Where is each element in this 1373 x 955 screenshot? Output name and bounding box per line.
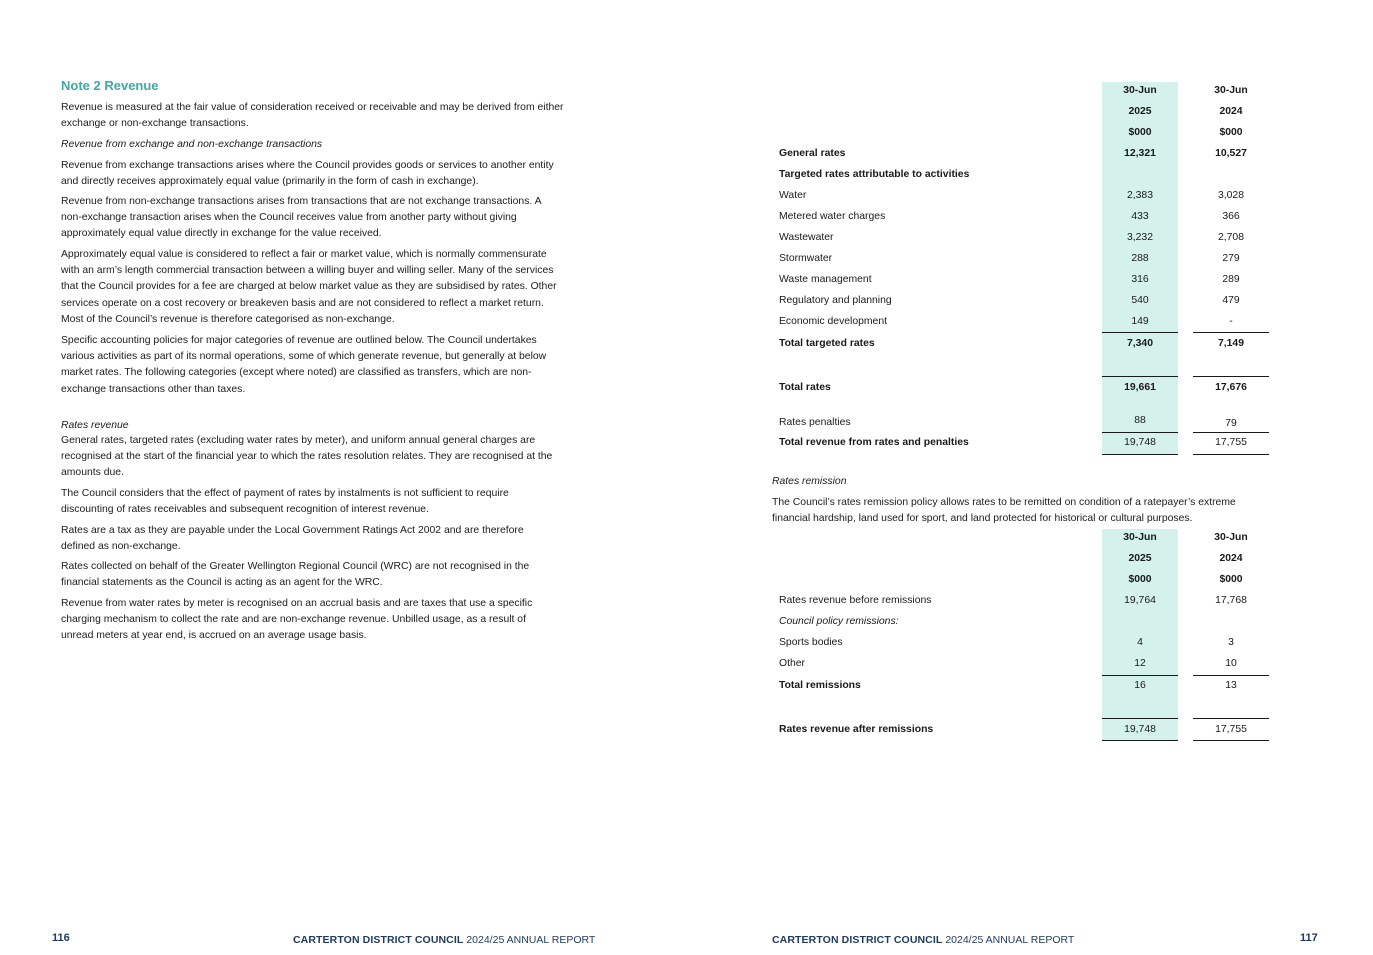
value-2024: 10,527 xyxy=(1215,148,1247,159)
table-row-total xyxy=(686,434,1373,455)
rule-line xyxy=(1102,675,1178,676)
value-2024: 3,028 xyxy=(1217,190,1244,201)
paragraph: Approximately equal value is considered to reflect a fair or market value, which is normally commensurate with an arm’s length commercial transaction between a willing buyer and willing seller. Many of the services that the Council provides for a fee are charged at below market value as they are subsidised by rates. Other services operate on a cost recovery or breakeven basis and are not considered to reflect a market return. Most of the Council’s revenue is therefore categorised as non-exchange. xyxy=(61,249,557,325)
header-cell: 2025 xyxy=(1128,553,1152,564)
table-row-total xyxy=(686,379,1373,400)
value-2025: 433 xyxy=(1131,211,1149,222)
table-row xyxy=(686,613,1373,634)
header-cell: 30-Jun xyxy=(1123,85,1157,96)
paragraph: Revenue from non-exchange transactions arises from transactions that are not exchange transactions. A non-exchange transaction arises when the Council receives value from another party without giving approximately equal value directly in exchange for the value received. xyxy=(61,196,541,240)
row-label: Total remissions xyxy=(779,680,861,691)
value-2024: - xyxy=(1229,316,1233,327)
value-2024: 17,676 xyxy=(1215,382,1247,393)
table-row xyxy=(686,166,1373,187)
table-row xyxy=(686,414,1373,435)
note-title: Note 2 Revenue xyxy=(61,78,159,93)
row-label: Economic development xyxy=(779,316,888,327)
value-2024: 13 xyxy=(1225,680,1237,691)
table-header-row xyxy=(686,124,1373,145)
table-row xyxy=(686,187,1373,208)
row-label: Rates revenue after remissions xyxy=(779,724,934,735)
rule-line xyxy=(1193,432,1269,433)
rule-line xyxy=(1193,740,1269,741)
table-row xyxy=(686,634,1373,655)
table-row xyxy=(686,592,1373,613)
value-2025: 149 xyxy=(1131,316,1149,327)
table-header-row xyxy=(686,529,1373,550)
value-2024: 79 xyxy=(1225,418,1237,429)
rule-line xyxy=(1193,675,1269,676)
table-header-row xyxy=(686,82,1373,103)
row-label: Regulatory and planning xyxy=(779,295,892,306)
row-label: Water xyxy=(779,190,807,201)
header-cell: $000 xyxy=(1128,127,1152,138)
table-header-row xyxy=(686,103,1373,124)
page-number: 117 xyxy=(1300,932,1318,944)
value-2024: 17,755 xyxy=(1215,437,1247,448)
header-cell: 2024 xyxy=(1219,106,1243,117)
footer-org: CARTERTON DISTRICT COUNCIL xyxy=(772,934,943,946)
value-2025: 316 xyxy=(1131,274,1149,285)
header-cell: 30-Jun xyxy=(1123,532,1157,543)
table-header-row xyxy=(686,550,1373,571)
table-row xyxy=(686,271,1373,292)
left-page xyxy=(0,0,686,955)
value-2025: 19,748 xyxy=(1124,724,1156,735)
row-label: Rates revenue before remissions xyxy=(779,595,932,606)
subheading: Rates revenue xyxy=(61,420,129,431)
value-2025: 540 xyxy=(1131,295,1149,306)
paragraph: General rates, targeted rates (excluding water rates by meter), and uniform annual general charges are recognised at the start of the financial year to which the rates resolution relates. They are recognised at the amounts due. xyxy=(61,435,553,479)
value-2025: 7,340 xyxy=(1126,338,1153,349)
value-2024: 479 xyxy=(1222,295,1240,306)
row-label: Sports bodies xyxy=(779,637,843,648)
table-row xyxy=(686,250,1373,271)
paragraph: Revenue from exchange transactions arises where the Council provides goods or services to another entity and directly receives approximately equal value (primarily in the form of cash in exchange). xyxy=(61,160,554,188)
paragraph: Revenue is measured at the fair value of consideration received or receivable and may be derived from either exchange or non-exchange transactions. xyxy=(61,102,564,130)
rule-line xyxy=(1193,718,1269,719)
table-row xyxy=(686,655,1373,676)
value-2025: 19,748 xyxy=(1124,437,1156,448)
footer xyxy=(772,934,1074,946)
row-label: Total rates xyxy=(779,382,831,393)
paragraph: The Council considers that the effect of payment of rates by instalments is not sufficient to require discounting of rates receivables and subsequent recognition of interest revenue. xyxy=(61,488,509,516)
table-row xyxy=(686,229,1373,250)
row-label: Total revenue from rates and penalties xyxy=(779,437,969,448)
value-2025: 16 xyxy=(1134,680,1146,691)
remission-heading: Rates remission xyxy=(772,476,847,487)
value-2024: 17,768 xyxy=(1215,595,1247,606)
rule-line xyxy=(1193,332,1269,333)
table-row-total xyxy=(686,335,1373,356)
remission-paragraph: The Council’s rates remission policy allows rates to be remitted on condition of a ratepayer’s extreme financial hardship, land used for sport, and land protected for historical or cultural purposes. xyxy=(772,497,1236,525)
row-label: Other xyxy=(779,658,805,669)
row-label: General rates xyxy=(779,148,846,159)
header-cell: 2025 xyxy=(1128,106,1152,117)
header-cell: $000 xyxy=(1219,574,1243,585)
row-label: Stormwater xyxy=(779,253,833,264)
rule-line xyxy=(1102,718,1178,719)
paragraph: Rates are a tax as they are payable under the Local Government Ratings Act 2002 and are therefore defined as non-exchange. xyxy=(61,525,524,553)
rule-line xyxy=(1102,376,1178,377)
footer-report: 2024/25 ANNUAL REPORT xyxy=(466,934,596,946)
header-cell: 30-Jun xyxy=(1214,85,1248,96)
row-label: Total targeted rates xyxy=(779,338,875,349)
header-cell: 2024 xyxy=(1219,553,1243,564)
paragraph: Revenue from water rates by meter is recognised on an accrual basis and are taxes that use a specific charging mechanism to collect the rate and are non-exchange revenue. Unbilled usage, as a result of unread meters at year end, is accrued on an average usage basis. xyxy=(61,598,533,642)
value-2024: 366 xyxy=(1222,211,1240,222)
rule-line xyxy=(1102,332,1178,333)
value-2024: 2,708 xyxy=(1217,232,1244,243)
table-row-total xyxy=(686,677,1373,698)
value-2024: 10 xyxy=(1225,658,1237,669)
rule-line xyxy=(1102,740,1178,741)
value-2025: 4 xyxy=(1137,637,1143,648)
rule-line xyxy=(1193,376,1269,377)
right-page xyxy=(686,0,1373,955)
value-2025: 2,383 xyxy=(1126,190,1153,201)
table-row xyxy=(686,145,1373,166)
value-2025: 288 xyxy=(1131,253,1149,264)
value-2024: 3 xyxy=(1228,637,1234,648)
row-label: Targeted rates attributable to activities xyxy=(779,169,970,180)
subheading: Revenue from exchange and non-exchange transactions xyxy=(61,139,323,150)
paragraph: Specific accounting policies for major categories of revenue are outlined below. The Council undertakes various activities as part of its normal operations, some of which generate revenue, but generally at below market rates. The following categories (except where noted) are classified as transfers, which are non-exchange transactions other than taxes. xyxy=(61,335,547,395)
value-2024: 7,149 xyxy=(1217,338,1244,349)
footer-org: CARTERTON DISTRICT COUNCIL xyxy=(293,934,464,946)
value-2024: 17,755 xyxy=(1215,724,1247,735)
row-label: Council policy remissions: xyxy=(779,616,899,627)
value-2024: 289 xyxy=(1222,274,1240,285)
rule-line xyxy=(1193,454,1269,455)
table-row xyxy=(686,292,1373,313)
row-label: Waste management xyxy=(779,274,872,285)
value-2024: 279 xyxy=(1222,253,1240,264)
value-2025: 3,232 xyxy=(1126,232,1153,243)
rule-line xyxy=(1102,432,1178,433)
table-row-total xyxy=(686,721,1373,742)
value-2025: 12 xyxy=(1134,658,1146,669)
table-row xyxy=(686,208,1373,229)
table-header-row xyxy=(686,571,1373,592)
row-label: Rates penalties xyxy=(779,417,851,428)
value-2025: 19,661 xyxy=(1124,382,1156,393)
footer-report: 2024/25 ANNUAL REPORT xyxy=(945,934,1075,946)
header-cell: $000 xyxy=(1219,127,1243,138)
header-cell: 30-Jun xyxy=(1214,532,1248,543)
value-2025: 12,321 xyxy=(1124,148,1156,159)
row-label: Wastewater xyxy=(779,232,834,243)
value-2025: 19,764 xyxy=(1124,595,1156,606)
header-cell: $000 xyxy=(1128,574,1152,585)
paragraph: Rates collected on behalf of the Greater Wellington Regional Council (WRC) are not recognised in the financial statements as the Council is acting as an agent for the WRC. xyxy=(61,561,530,589)
value-2025: 88 xyxy=(1134,415,1146,426)
table-row xyxy=(686,313,1373,334)
page-number: 116 xyxy=(52,932,70,944)
rule-line xyxy=(1102,454,1178,455)
row-label: Metered water charges xyxy=(779,211,886,222)
footer xyxy=(293,934,595,946)
